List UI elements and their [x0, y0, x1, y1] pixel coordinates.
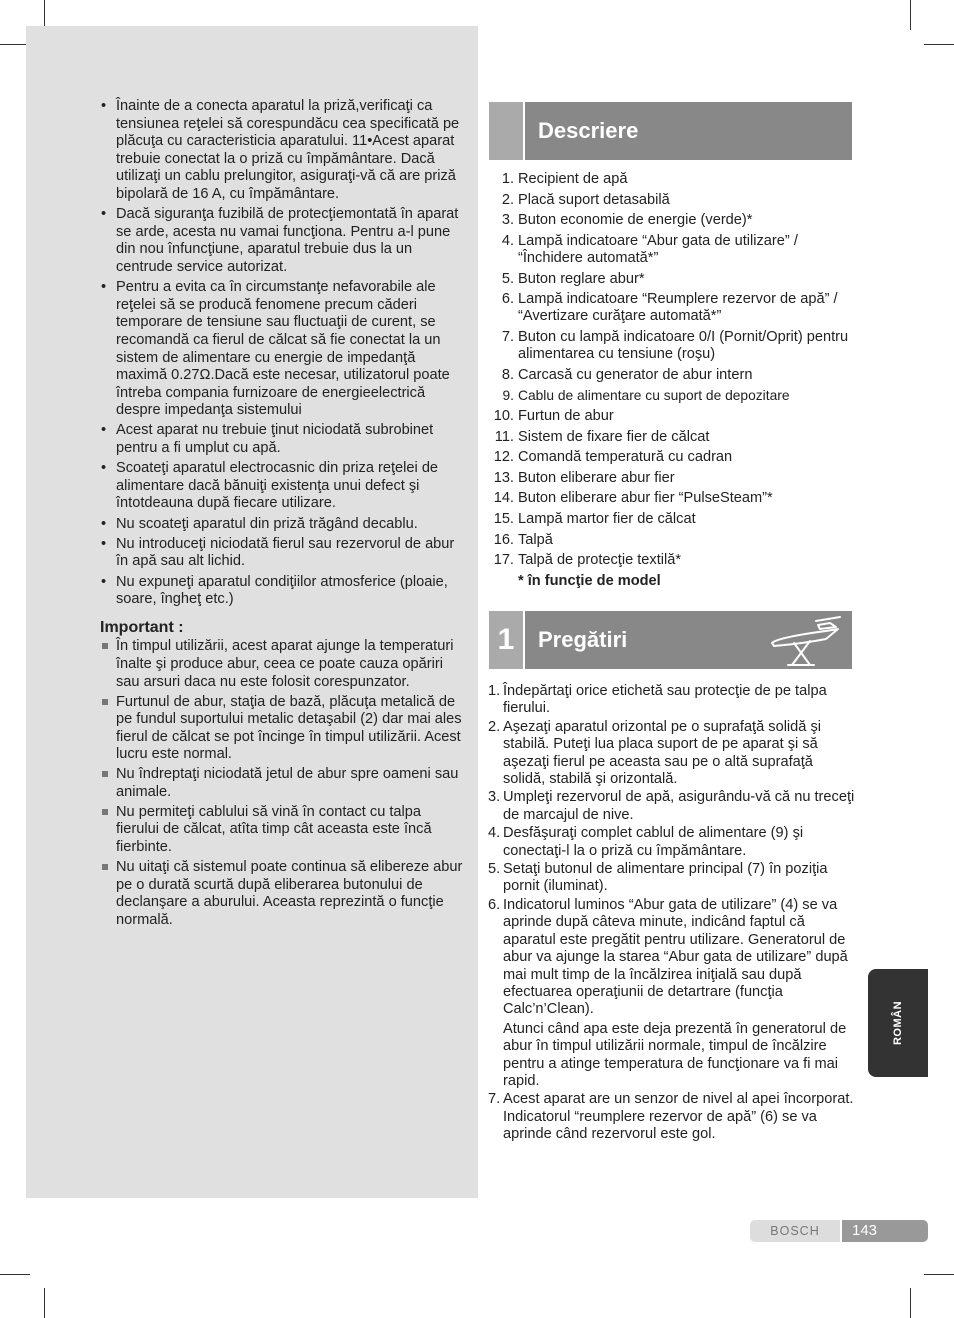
list-item: 7. Buton cu lampă indicatoare 0/I (Pornit/Oprit) pentru alimentarea cu tensiune (roşu) [501, 328, 849, 363]
list-item: 8. Carcasă cu generator de abur intern [501, 366, 753, 383]
list-item: 10. Furtun de abur [493, 407, 614, 424]
list-item: 15. Lampă martor fier de călcat [493, 510, 696, 527]
list-item: • Acest aparat nu trebuie ţinut niciodată subrobinet pentru a fi umplut cu apă. [100, 422, 466, 457]
list-item: 4. Lampă indicatoare “Abur gata de utilizare” / “Închidere automată*” [501, 232, 798, 266]
crop-mark [0, 1274, 30, 1275]
list-item: • Scoateţi aparatul electrocasnic din priza reţelei de alimentare dacă bănuiţi existenţa unui defect şi întotdeauna după fiecare utilizare. [100, 460, 466, 513]
list-item: • Nu expuneţi aparatul condiţiilor atmosferice (ploaie, soare, îngheţ etc.) [100, 574, 466, 609]
list-item: Nu uitaţi că sistemul poate continua să elibereze abur pe o durată scurtă după eliberarea butonului de declanşare a aburului. Aceasta reprezintă o funcţie normală. [100, 859, 466, 929]
important-list [100, 638, 466, 929]
list-item: 1. Îndepărtaţi orice etichetă sau protecţie de pe talpa fierului. [488, 683, 827, 717]
list-item: Nu permiteţi cablului să vină în contact cu talpa fierului de călcat, atîta timp cât aceasta este încă fierbinte. [100, 804, 466, 857]
list-item: 3. Buton economie de energie (verde)* [501, 212, 753, 229]
list-item-paragraph: Atunci când apa este deja prezentă în generatorul de abur în timpul utilizării normale, timpul de încălzire pentru a atinge temperatura de funcţionare va fi mai rapid. [503, 1020, 847, 1089]
model-note: * în funcţie de model [518, 572, 661, 589]
preparation-list [488, 683, 856, 1145]
list-item: 11. Sistem de fixare fier de călcat [494, 428, 710, 445]
list-item: • Pentru a evita ca în circumstanţe nefavorabile ale reţelei să se producă fenomene precum căderi temporare de tensiune sau fluctuaţii de curent, se recomandă ca fierul de călcat să fie conectat la un sistem de alimentare cu energie de impedanţă maximă 0.27Ω.Dacă este necesar, utilizatorul poate întreba compania furnizoare de energieelectrică despre impedanţa sistemului [100, 279, 466, 420]
descriere-header [489, 102, 852, 160]
list-item: 9. Cablu de alimentare cu suport de depozitare [502, 388, 790, 404]
list-item: 4. Desfăşuraţi complet cablul de alimentare (9) şi conectaţi-l la o priză cu împământare. [488, 825, 804, 859]
description-list [486, 171, 856, 593]
list-item: 16. Talpă [493, 531, 553, 548]
list-item: 5. Setaţi butonul de alimentare principal (7) în poziţia pornit (iluminat). [488, 861, 828, 895]
list-item: 1. Recipient de apă [501, 171, 628, 187]
list-item: 12. Comandă temperatură cu cadran [493, 449, 733, 466]
list-item: 6. Lampă indicatoare “Reumplere rezervor de apă” / “Avertizare curăţare automată*” [501, 291, 838, 325]
brand-label: BOSCH [750, 1220, 840, 1242]
safety-list [100, 98, 466, 609]
crop-mark [924, 1274, 954, 1275]
list-item: 14. Buton eliberare abur fier “PulseSteam”* [493, 490, 773, 507]
list-item: • Nu scoateţi aparatul din priză trăgând decablu. [100, 516, 466, 534]
list-item: 2. Aşezaţi aparatul orizontal pe o suprafaţă solidă şi stabilă. Puteţi lua placa suport de pe aparat şi să aşezaţi fierul pe aceasta sau pe o altă suprafaţă solidă, stabilă şi orizontală. [488, 718, 822, 788]
crop-mark [924, 44, 954, 45]
list-item: • Înainte de a conecta aparatul la priză,verificaţi ca tensiunea reţelei să corespundăcu cea specificată pe plăcuţa cu caracteristicia aparatului. 11•Acest aparat trebuie conectat la o priză cu împământare. Dacă utilizaţi un cablu prelungitor, asiguraţi-vă că are priză bipolară de 16 A, cu împământare. [100, 98, 466, 204]
section-number: 1 [489, 611, 525, 669]
page-number: 143 [842, 1220, 928, 1242]
list-item: • Nu introduceţi niciodată fierul sau rezervorul de abur în apă sau alt lichid. [100, 536, 466, 571]
ironing-board-icon [766, 613, 846, 669]
important-heading: Important : [100, 618, 184, 636]
list-item: Nu îndreptaţi niciodată jetul de abur spre oameni sau animale. [100, 766, 466, 801]
section-title: Pregătiri [538, 627, 628, 652]
section-number-box [489, 102, 525, 160]
list-item: 17. Talpă de protecţie textilă* [493, 552, 682, 569]
list-item: 5. Buton reglare abur* [501, 270, 645, 287]
pregatiri-header [489, 611, 852, 669]
list-item: 13. Buton eliberare abur fier [493, 469, 675, 486]
section-title: Descriere [538, 118, 639, 143]
crop-mark [910, 0, 911, 30]
list-item: În timpul utilizării, acest aparat ajunge la temperaturi înalte şi produce abur, ceea ce poate cauza opăriri sau arsuri daca nu este folosit corespunzator. [100, 638, 466, 691]
list-item: • Dacă siguranţa fuzibilă de protecţiemontată în aparat se arde, acesta nu vamai funcţiona. Pentru a-l pune din nou înfuncţiune, aparatul trebuie dus la un centrude service autorizat. [100, 206, 466, 276]
crop-mark [44, 1288, 45, 1318]
list-item: 2. Placă suport detasabilă [501, 191, 670, 208]
list-item: 7. Acest aparat are un senzor de nivel al apei încorporat. Indicatorul “reumplere rezervor de apă” (6) se va aprinde când rezervorul este gol. [488, 1091, 854, 1143]
list-item: 6. Indicatorul luminos “Abur gata de utilizare” (4) se va aprinde după câteva minute, indicând faptul că aparatul este pregătit pentru utilizare. Generatorul de abur va ajunge la starea “Abur gata de utilizare” după mai mult timp de la încălzirea iniţială sau după efectuarea operaţiunii de detartrare (funcţia Calc’n’Clean). Atunci când apa este deja prezentă în generatorul de abur în timpul utilizării normale, timpul de încălzire pentru a atinge temperatura de funcţionare va fi mai rapid. [488, 897, 856, 1090]
safety-content [100, 98, 466, 932]
crop-mark [910, 1288, 911, 1318]
list-item: 3. Umpleţi rezervorul de apă, asigurându-vă că nu treceţi de marcajul de nive. [488, 789, 855, 823]
list-item: Furtunul de abur, staţia de bază, plăcuţa metalică de pe fundul suportului metalic detaşabil (2) dar mai ales fierul de călcat se pot încinge în timpul utilizării. Acest lucru este normal. [100, 694, 466, 764]
language-tab: ROMÂN [868, 969, 928, 1077]
